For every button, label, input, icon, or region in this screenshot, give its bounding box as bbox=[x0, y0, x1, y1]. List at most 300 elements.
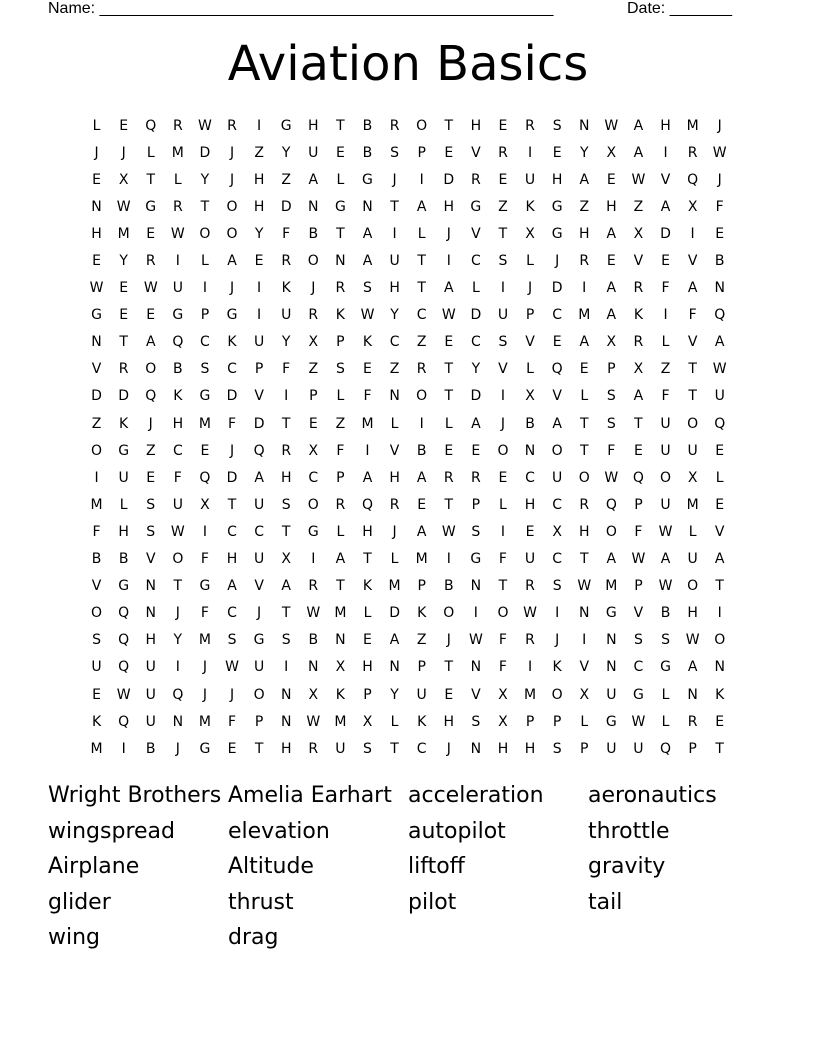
grid-letter: J bbox=[121, 144, 126, 161]
grid-letter: Z bbox=[281, 171, 291, 188]
grid-letter: C bbox=[227, 605, 237, 622]
grid-letter: D bbox=[226, 388, 238, 405]
grid-letter: X bbox=[687, 198, 698, 215]
grid-letter: T bbox=[498, 578, 508, 595]
grid-letter: I bbox=[446, 551, 451, 568]
grid-letter: V bbox=[471, 144, 481, 161]
grid-letter: V bbox=[660, 171, 671, 188]
grid-letter: J bbox=[94, 144, 99, 161]
grid-letter: X bbox=[633, 361, 644, 378]
grid-letter: K bbox=[173, 388, 183, 405]
grid-letter: P bbox=[471, 496, 481, 513]
grid-letter: E bbox=[119, 280, 129, 297]
grid-letter: T bbox=[417, 253, 426, 270]
word-list-item: Amelia Earhart bbox=[228, 783, 392, 808]
grid-letter: E bbox=[200, 442, 210, 459]
grid-letter: L bbox=[336, 523, 345, 540]
grid-letter: U bbox=[253, 334, 265, 351]
grid-letter: L bbox=[92, 117, 101, 134]
grid-letter: T bbox=[417, 280, 426, 297]
grid-letter: E bbox=[661, 253, 670, 270]
grid-letter: O bbox=[307, 253, 319, 270]
grid-letter: W bbox=[143, 280, 158, 297]
grid-letter: E bbox=[146, 225, 156, 242]
grid-letter: U bbox=[389, 253, 400, 270]
grid-letter: I bbox=[419, 415, 424, 432]
grid-letter: H bbox=[606, 198, 617, 215]
grid-letter: A bbox=[714, 334, 725, 351]
grid-letter: L bbox=[336, 171, 345, 188]
grid-letter: S bbox=[227, 632, 237, 649]
grid-letter: R bbox=[335, 280, 346, 297]
grid-letter: G bbox=[307, 523, 319, 540]
grid-letter: F bbox=[498, 659, 507, 676]
grid-letter: L bbox=[580, 713, 589, 730]
grid-letter: X bbox=[525, 388, 535, 405]
grid-letter: B bbox=[416, 442, 427, 459]
grid-letter: I bbox=[446, 253, 451, 270]
grid-letter: H bbox=[280, 469, 292, 486]
grid-letter: W bbox=[306, 605, 321, 622]
grid-letter: H bbox=[470, 117, 482, 134]
grid-letter: V bbox=[471, 686, 481, 703]
grid-letter: Q bbox=[199, 469, 211, 486]
grid-letter: R bbox=[470, 469, 481, 486]
grid-letter: U bbox=[660, 415, 671, 432]
grid-letter: L bbox=[661, 686, 670, 703]
grid-letter: Z bbox=[498, 198, 508, 215]
grid-letter: A bbox=[335, 551, 346, 568]
grid-letter: G bbox=[253, 632, 265, 649]
grid-letter: L bbox=[363, 605, 372, 622]
grid-letter: W bbox=[685, 632, 700, 649]
grid-letter: V bbox=[714, 523, 725, 540]
grid-letter: T bbox=[281, 523, 291, 540]
grid-letter: U bbox=[687, 442, 698, 459]
grid-letter: F bbox=[661, 280, 670, 297]
grid-letter: E bbox=[471, 442, 481, 459]
grid-letter: O bbox=[551, 686, 563, 703]
grid-letter: I bbox=[175, 659, 180, 676]
grid-letter: G bbox=[551, 198, 563, 215]
grid-letter: Z bbox=[335, 415, 346, 432]
grid-letter: J bbox=[311, 280, 316, 297]
grid-letter: O bbox=[91, 605, 103, 622]
grid-letter: D bbox=[389, 605, 400, 622]
grid-letter: E bbox=[146, 469, 156, 486]
grid-letter: M bbox=[171, 144, 184, 161]
grid-letter: K bbox=[715, 686, 725, 703]
grid-letter: T bbox=[634, 415, 643, 432]
grid-letter: F bbox=[200, 605, 209, 622]
grid-letter: K bbox=[91, 713, 102, 730]
grid-letter: A bbox=[416, 198, 427, 215]
grid-letter: N bbox=[362, 198, 373, 215]
grid-letter: B bbox=[145, 740, 156, 757]
grid-letter: Z bbox=[660, 361, 671, 378]
grid-letter: H bbox=[253, 198, 265, 215]
grid-letter: Q bbox=[172, 334, 184, 351]
word-list-item: Altitude bbox=[228, 854, 314, 879]
grid-letter: P bbox=[525, 307, 535, 324]
grid-letter: O bbox=[226, 225, 238, 242]
grid-letter: M bbox=[686, 496, 699, 513]
grid-letter: I bbox=[663, 144, 668, 161]
grid-letter: C bbox=[227, 523, 237, 540]
grid-letter: O bbox=[497, 442, 509, 459]
grid-letter: R bbox=[525, 117, 535, 134]
grid-letter: J bbox=[446, 740, 451, 757]
grid-letter: Y bbox=[281, 144, 291, 161]
grid-letter: O bbox=[578, 469, 590, 486]
grid-letter: I bbox=[202, 523, 207, 540]
grid-letter: Y bbox=[390, 686, 399, 703]
grid-letter: J bbox=[392, 171, 397, 188]
grid-letter: G bbox=[660, 659, 671, 676]
word-list-item: aeronautics bbox=[588, 783, 717, 808]
grid-letter: E bbox=[363, 632, 372, 649]
grid-letter: W bbox=[116, 198, 131, 215]
grid-letter: N bbox=[389, 388, 400, 405]
grid-letter: V bbox=[633, 605, 644, 622]
grid-letter: L bbox=[119, 496, 128, 513]
grid-letter: U bbox=[145, 686, 156, 703]
word-list-item: gravity bbox=[588, 854, 666, 879]
grid-letter: G bbox=[632, 686, 644, 703]
grid-letter: N bbox=[606, 659, 617, 676]
grid-letter: T bbox=[579, 442, 589, 459]
word-list-item: tail bbox=[588, 889, 623, 915]
grid-letter: E bbox=[715, 496, 725, 513]
grid-letter: Y bbox=[119, 253, 128, 270]
grid-letter: H bbox=[172, 415, 184, 432]
grid-letter: C bbox=[525, 469, 535, 486]
grid-letter: J bbox=[175, 605, 180, 622]
grid-letter: C bbox=[552, 496, 563, 513]
grid-letter: C bbox=[200, 334, 210, 351]
grid-letter: M bbox=[578, 307, 591, 324]
grid-letter: S bbox=[471, 713, 481, 730]
grid-letter: W bbox=[577, 578, 592, 595]
grid-letter: N bbox=[578, 605, 590, 622]
grid-letter: I bbox=[527, 144, 533, 161]
grid-letter: N bbox=[280, 686, 292, 703]
grid-letter: O bbox=[660, 469, 672, 486]
grid-letter: L bbox=[390, 551, 399, 568]
grid-letter: U bbox=[91, 659, 102, 676]
grid-letter: T bbox=[498, 225, 508, 242]
grid-letter: H bbox=[687, 605, 698, 622]
grid-letter: Y bbox=[471, 361, 481, 378]
grid-letter: O bbox=[714, 632, 726, 649]
grid-letter: C bbox=[254, 523, 264, 540]
grid-letter: D bbox=[443, 171, 455, 188]
grid-letter: P bbox=[309, 388, 318, 405]
grid-letter: E bbox=[363, 361, 372, 378]
grid-letter: A bbox=[145, 334, 156, 351]
grid-letter: Q bbox=[118, 605, 130, 622]
grid-letter: N bbox=[280, 713, 292, 730]
grid-letter: N bbox=[606, 632, 617, 649]
grid-letter: H bbox=[308, 117, 319, 134]
grid-letter: I bbox=[311, 551, 316, 568]
grid-letter: E bbox=[444, 686, 454, 703]
grid-letter: M bbox=[90, 496, 103, 513]
grid-letter: I bbox=[392, 225, 397, 242]
word-list-item: autopilot bbox=[408, 818, 506, 844]
grid-letter: R bbox=[470, 171, 481, 188]
grid-letter: O bbox=[145, 361, 157, 378]
grid-letter: A bbox=[416, 523, 427, 540]
grid-letter: H bbox=[578, 523, 590, 540]
grid-letter: U bbox=[606, 740, 617, 757]
grid-letter: W bbox=[523, 605, 537, 622]
grid-letter: Z bbox=[579, 198, 590, 215]
grid-letter: X bbox=[281, 551, 291, 568]
grid-letter: S bbox=[281, 632, 291, 649]
grid-letter: M bbox=[605, 578, 618, 595]
grid-letter: X bbox=[308, 686, 319, 703]
grid-letter: H bbox=[362, 523, 373, 540]
grid-letter: A bbox=[606, 280, 617, 297]
grid-letter: S bbox=[606, 388, 616, 405]
grid-letter: K bbox=[335, 307, 345, 324]
grid-letter: E bbox=[335, 144, 345, 161]
grid-letter: Z bbox=[91, 415, 102, 432]
grid-letter: T bbox=[444, 496, 454, 513]
grid-letter: J bbox=[446, 632, 451, 649]
grid-letter: E bbox=[92, 686, 101, 703]
grid-letter: S bbox=[281, 496, 291, 513]
grid-letter: W bbox=[116, 686, 131, 703]
grid-letter: T bbox=[444, 117, 454, 134]
word-list-item: thrust bbox=[228, 889, 294, 915]
grid-letter: E bbox=[606, 253, 616, 270]
grid-letter: P bbox=[634, 496, 643, 513]
grid-letter: Z bbox=[145, 442, 156, 459]
grid-letter: B bbox=[173, 361, 183, 378]
grid-letter: R bbox=[389, 117, 400, 134]
grid-letter: N bbox=[335, 632, 346, 649]
grid-letter: Y bbox=[281, 334, 291, 351]
grid-letter: U bbox=[687, 551, 698, 568]
grid-letter: F bbox=[607, 442, 616, 459]
grid-letter: A bbox=[416, 469, 427, 486]
grid-letter: W bbox=[198, 117, 212, 134]
grid-letter: J bbox=[229, 442, 235, 459]
grid-letter: R bbox=[443, 469, 454, 486]
grid-letter: J bbox=[717, 171, 722, 188]
grid-letter: W bbox=[306, 713, 321, 730]
word-list-item: elevation bbox=[228, 818, 330, 844]
grid-letter: E bbox=[444, 144, 454, 161]
grid-letter: V bbox=[687, 253, 698, 270]
grid-letter: G bbox=[91, 307, 102, 324]
grid-letter: C bbox=[308, 469, 319, 486]
grid-letter: U bbox=[660, 442, 671, 459]
grid-letter: E bbox=[92, 253, 101, 270]
grid-letter: W bbox=[658, 523, 673, 540]
grid-letter: Q bbox=[605, 496, 617, 513]
grid-letter: I bbox=[257, 307, 262, 324]
grid-letter: C bbox=[416, 307, 427, 324]
grid-letter: H bbox=[497, 740, 509, 757]
grid-letter: P bbox=[336, 334, 345, 351]
grid-letter: A bbox=[552, 415, 562, 432]
grid-letter: K bbox=[362, 578, 373, 595]
grid-letter: Q bbox=[118, 632, 130, 649]
grid-letter: N bbox=[687, 686, 698, 703]
grid-letter: U bbox=[118, 469, 129, 486]
grid-letter: V bbox=[471, 225, 481, 242]
grid-letter: V bbox=[687, 334, 698, 351]
grid-letter: U bbox=[633, 740, 644, 757]
grid-letter: O bbox=[226, 198, 238, 215]
grid-letter: B bbox=[443, 578, 454, 595]
grid-letter: J bbox=[229, 686, 235, 703]
grid-letter: U bbox=[253, 551, 265, 568]
grid-letter: E bbox=[444, 334, 454, 351]
grid-letter: F bbox=[363, 388, 372, 405]
grid-letter: E bbox=[525, 523, 535, 540]
grid-letter: O bbox=[687, 578, 699, 595]
grid-letter: H bbox=[578, 225, 590, 242]
grid-letter: S bbox=[552, 578, 562, 595]
grid-letter: W bbox=[468, 632, 483, 649]
grid-letter: N bbox=[145, 578, 156, 595]
grid-letter: M bbox=[334, 605, 347, 622]
grid-letter: O bbox=[91, 442, 103, 459]
grid-letter: T bbox=[173, 578, 183, 595]
grid-letter: F bbox=[688, 307, 697, 324]
grid-letter: T bbox=[200, 198, 210, 215]
grid-letter: H bbox=[91, 225, 102, 242]
grid-letter: I bbox=[473, 605, 478, 622]
grid-letter: E bbox=[579, 361, 589, 378]
grid-letter: A bbox=[687, 280, 698, 297]
grid-letter: T bbox=[336, 578, 345, 595]
grid-letter: R bbox=[172, 117, 183, 134]
grid-letter: S bbox=[471, 523, 481, 540]
grid-letter: U bbox=[497, 307, 509, 324]
grid-letter: S bbox=[146, 523, 156, 540]
grid-letter: T bbox=[579, 415, 589, 432]
grid-letter: A bbox=[308, 171, 319, 188]
grid-letter: S bbox=[498, 334, 508, 351]
grid-letter: M bbox=[90, 740, 103, 757]
grid-letter: T bbox=[146, 171, 156, 188]
grid-letter: X bbox=[335, 659, 346, 676]
grid-letter: C bbox=[633, 659, 644, 676]
grid-letter: N bbox=[91, 198, 102, 215]
grid-letter: U bbox=[524, 171, 536, 188]
grid-letter: F bbox=[200, 551, 209, 568]
grid-letter: O bbox=[253, 686, 265, 703]
grid-letter: Q bbox=[118, 713, 130, 730]
grid-letter: D bbox=[470, 307, 482, 324]
grid-letter: F bbox=[661, 388, 670, 405]
grid-letter: E bbox=[498, 469, 508, 486]
grid-letter: X bbox=[498, 713, 508, 730]
grid-letter: U bbox=[606, 686, 617, 703]
grid-letter: H bbox=[118, 523, 129, 540]
grid-letter: B bbox=[362, 144, 373, 161]
grid-letter: G bbox=[199, 388, 211, 405]
grid-letter: E bbox=[498, 117, 508, 134]
grid-letter: C bbox=[552, 307, 563, 324]
grid-letter: S bbox=[200, 361, 210, 378]
grid-letter: F bbox=[498, 632, 507, 649]
grid-letter: W bbox=[631, 551, 646, 568]
grid-letter: Z bbox=[308, 361, 319, 378]
grid-letter: T bbox=[390, 198, 399, 215]
word-list-item: wing bbox=[48, 925, 101, 950]
grid-letter: A bbox=[633, 388, 644, 405]
grid-letter: O bbox=[443, 605, 455, 622]
grid-letter: Z bbox=[254, 144, 264, 161]
grid-letter: K bbox=[633, 307, 644, 324]
grid-letter: W bbox=[712, 361, 727, 378]
grid-letter: T bbox=[688, 388, 697, 405]
grid-letter: A bbox=[362, 225, 373, 242]
grid-letter: B bbox=[308, 225, 319, 242]
grid-letter: U bbox=[416, 686, 427, 703]
grid-letter: X bbox=[579, 686, 590, 703]
grid-letter: Q bbox=[145, 388, 157, 405]
grid-letter: E bbox=[715, 713, 725, 730]
grid-letter: K bbox=[417, 605, 427, 622]
grid-letter: J bbox=[229, 171, 235, 188]
grid-letter: F bbox=[92, 523, 101, 540]
grid-letter: E bbox=[119, 307, 129, 324]
grid-letter: I bbox=[500, 388, 506, 405]
grid-letter: S bbox=[335, 361, 345, 378]
grid-letter: B bbox=[660, 605, 671, 622]
grid-letter: R bbox=[145, 253, 156, 270]
grid-letter: I bbox=[284, 388, 289, 405]
grid-letter: K bbox=[552, 659, 562, 676]
date-line: Date: _______ bbox=[627, 0, 732, 17]
grid-letter: G bbox=[118, 442, 130, 459]
grid-letter: U bbox=[714, 388, 725, 405]
grid-letter: T bbox=[336, 117, 345, 134]
grid-letter: H bbox=[443, 713, 455, 730]
grid-letter: T bbox=[336, 225, 345, 242]
grid-letter: E bbox=[92, 171, 101, 188]
grid-letter: W bbox=[712, 144, 727, 161]
grid-letter: H bbox=[226, 551, 238, 568]
grid-letter: J bbox=[555, 632, 560, 649]
grid-letter: N bbox=[172, 713, 184, 730]
grid-letter: V bbox=[633, 253, 644, 270]
grid-letter: C bbox=[416, 740, 427, 757]
grid-letter: L bbox=[390, 713, 399, 730]
grid-letter: W bbox=[631, 713, 646, 730]
grid-letter: K bbox=[281, 280, 291, 297]
grid-letter: E bbox=[146, 307, 156, 324]
grid-letter: T bbox=[281, 415, 291, 432]
grid-letter: V bbox=[389, 442, 400, 459]
grid-letter: S bbox=[606, 415, 616, 432]
grid-letter: L bbox=[444, 415, 453, 432]
word-list-item: throttle bbox=[588, 818, 670, 844]
grid-letter: L bbox=[661, 334, 670, 351]
grid-letter: D bbox=[253, 415, 265, 432]
grid-letter: N bbox=[470, 740, 482, 757]
grid-letter: B bbox=[714, 253, 725, 270]
grid-letter: M bbox=[361, 415, 374, 432]
grid-letter: O bbox=[307, 496, 319, 513]
